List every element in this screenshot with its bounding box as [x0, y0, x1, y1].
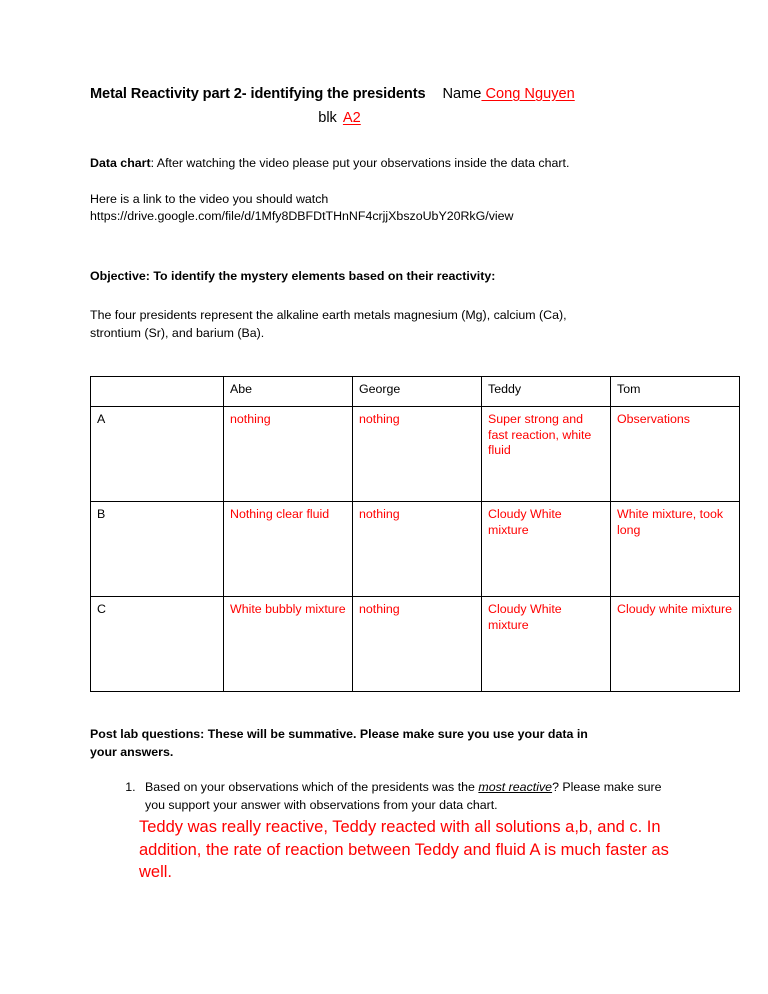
spacer — [90, 173, 677, 191]
row-label-c: C — [91, 597, 224, 692]
cell-b-tom[interactable]: White mixture, took long — [611, 502, 740, 597]
objective-heading: Objective: To identify the mystery elements based on their reactivity: — [90, 268, 496, 283]
cell-c-abe[interactable]: White bubbly mixture — [224, 597, 353, 692]
table-header-cell-teddy: Teddy — [482, 377, 611, 407]
answer-1[interactable]: Teddy was really reactive, Teddy reacted with all solutions a,b, and c. In addition, the rate of reaction between Teddy and fluid A is much faster as well. — [139, 818, 669, 881]
postlab-heading-line-1: Post lab questions: These will be summative. Please make sure you use your data in — [90, 727, 588, 741]
table-row — [91, 502, 740, 597]
table-header — [91, 377, 740, 407]
question-1-part-b: ? Please make sure you support your answer with observations from your data chart. — [145, 780, 662, 812]
cell-a-teddy[interactable]: Super strong and fast reaction, white fluid — [482, 407, 611, 502]
blk-label: blk — [318, 110, 341, 126]
cell-a-george[interactable]: nothing — [353, 407, 482, 502]
name-label: Name — [442, 86, 482, 102]
table-header-row — [91, 377, 740, 407]
spacer — [90, 285, 677, 307]
title-row — [90, 84, 677, 104]
spacer — [90, 226, 677, 268]
row-label-a: A — [91, 407, 224, 502]
question-1-part-a: Based on your observations which of the presidents was the — [145, 780, 479, 794]
cell-c-teddy[interactable]: Cloudy White mixture — [482, 597, 611, 692]
name-value: Cong Nguyen — [481, 86, 575, 102]
list-item — [139, 779, 677, 884]
cell-b-abe[interactable]: Nothing clear fluid — [224, 502, 353, 597]
question-1-emphasis: most reactive — [478, 780, 553, 794]
cell-a-abe[interactable]: nothing — [224, 407, 353, 502]
blk-value: A2 — [342, 110, 361, 126]
table-header-cell-blank — [91, 377, 224, 407]
row-label-b: B — [91, 502, 224, 597]
spacer — [90, 761, 677, 779]
cell-b-teddy[interactable]: Cloudy White mixture — [482, 502, 611, 597]
spacer — [90, 342, 677, 376]
postlab-heading-line-2: your answers. — [90, 744, 174, 759]
name-field — [443, 84, 575, 104]
cell-c-george[interactable]: nothing — [353, 597, 482, 692]
spacer — [90, 692, 677, 726]
cell-a-tom[interactable]: Observations — [611, 407, 740, 502]
table-header-cell-tom: Tom — [611, 377, 740, 407]
table-row — [91, 597, 740, 692]
cell-c-tom[interactable]: Cloudy white mixture — [611, 597, 740, 692]
presidents-description-line-1: The four presidents represent the alkaline earth metals magnesium (Mg), calcium (Ca), — [90, 308, 567, 322]
video-link-intro: Here is a link to the video you should watch — [90, 191, 329, 206]
spacer — [90, 129, 677, 155]
video-link-url[interactable]: https://drive.google.com/file/d/1Mfy8DBFDtTHnNF4crjjXbszoUbY20RkG/view — [90, 209, 514, 223]
table-header-cell-abe: Abe — [224, 377, 353, 407]
table-header-cell-george: George — [353, 377, 482, 407]
table-row — [91, 407, 740, 502]
table-body — [91, 407, 740, 692]
data-chart-instruction-text: : After watching the video please put your observations inside the data chart. — [150, 156, 570, 170]
data-chart-instruction — [90, 155, 677, 173]
observation-data-table — [90, 376, 740, 692]
block-row — [90, 107, 677, 129]
page-title: Metal Reactivity part 2- identifying the presidents — [90, 86, 426, 102]
document-content — [90, 84, 733, 884]
data-chart-label: Data chart — [90, 156, 151, 170]
question-1-text — [145, 780, 662, 812]
cell-b-george[interactable]: nothing — [353, 502, 482, 597]
presidents-description-line-2: strontium (Sr), and barium (Ba). — [90, 325, 265, 340]
postlab-question-list — [90, 779, 677, 884]
